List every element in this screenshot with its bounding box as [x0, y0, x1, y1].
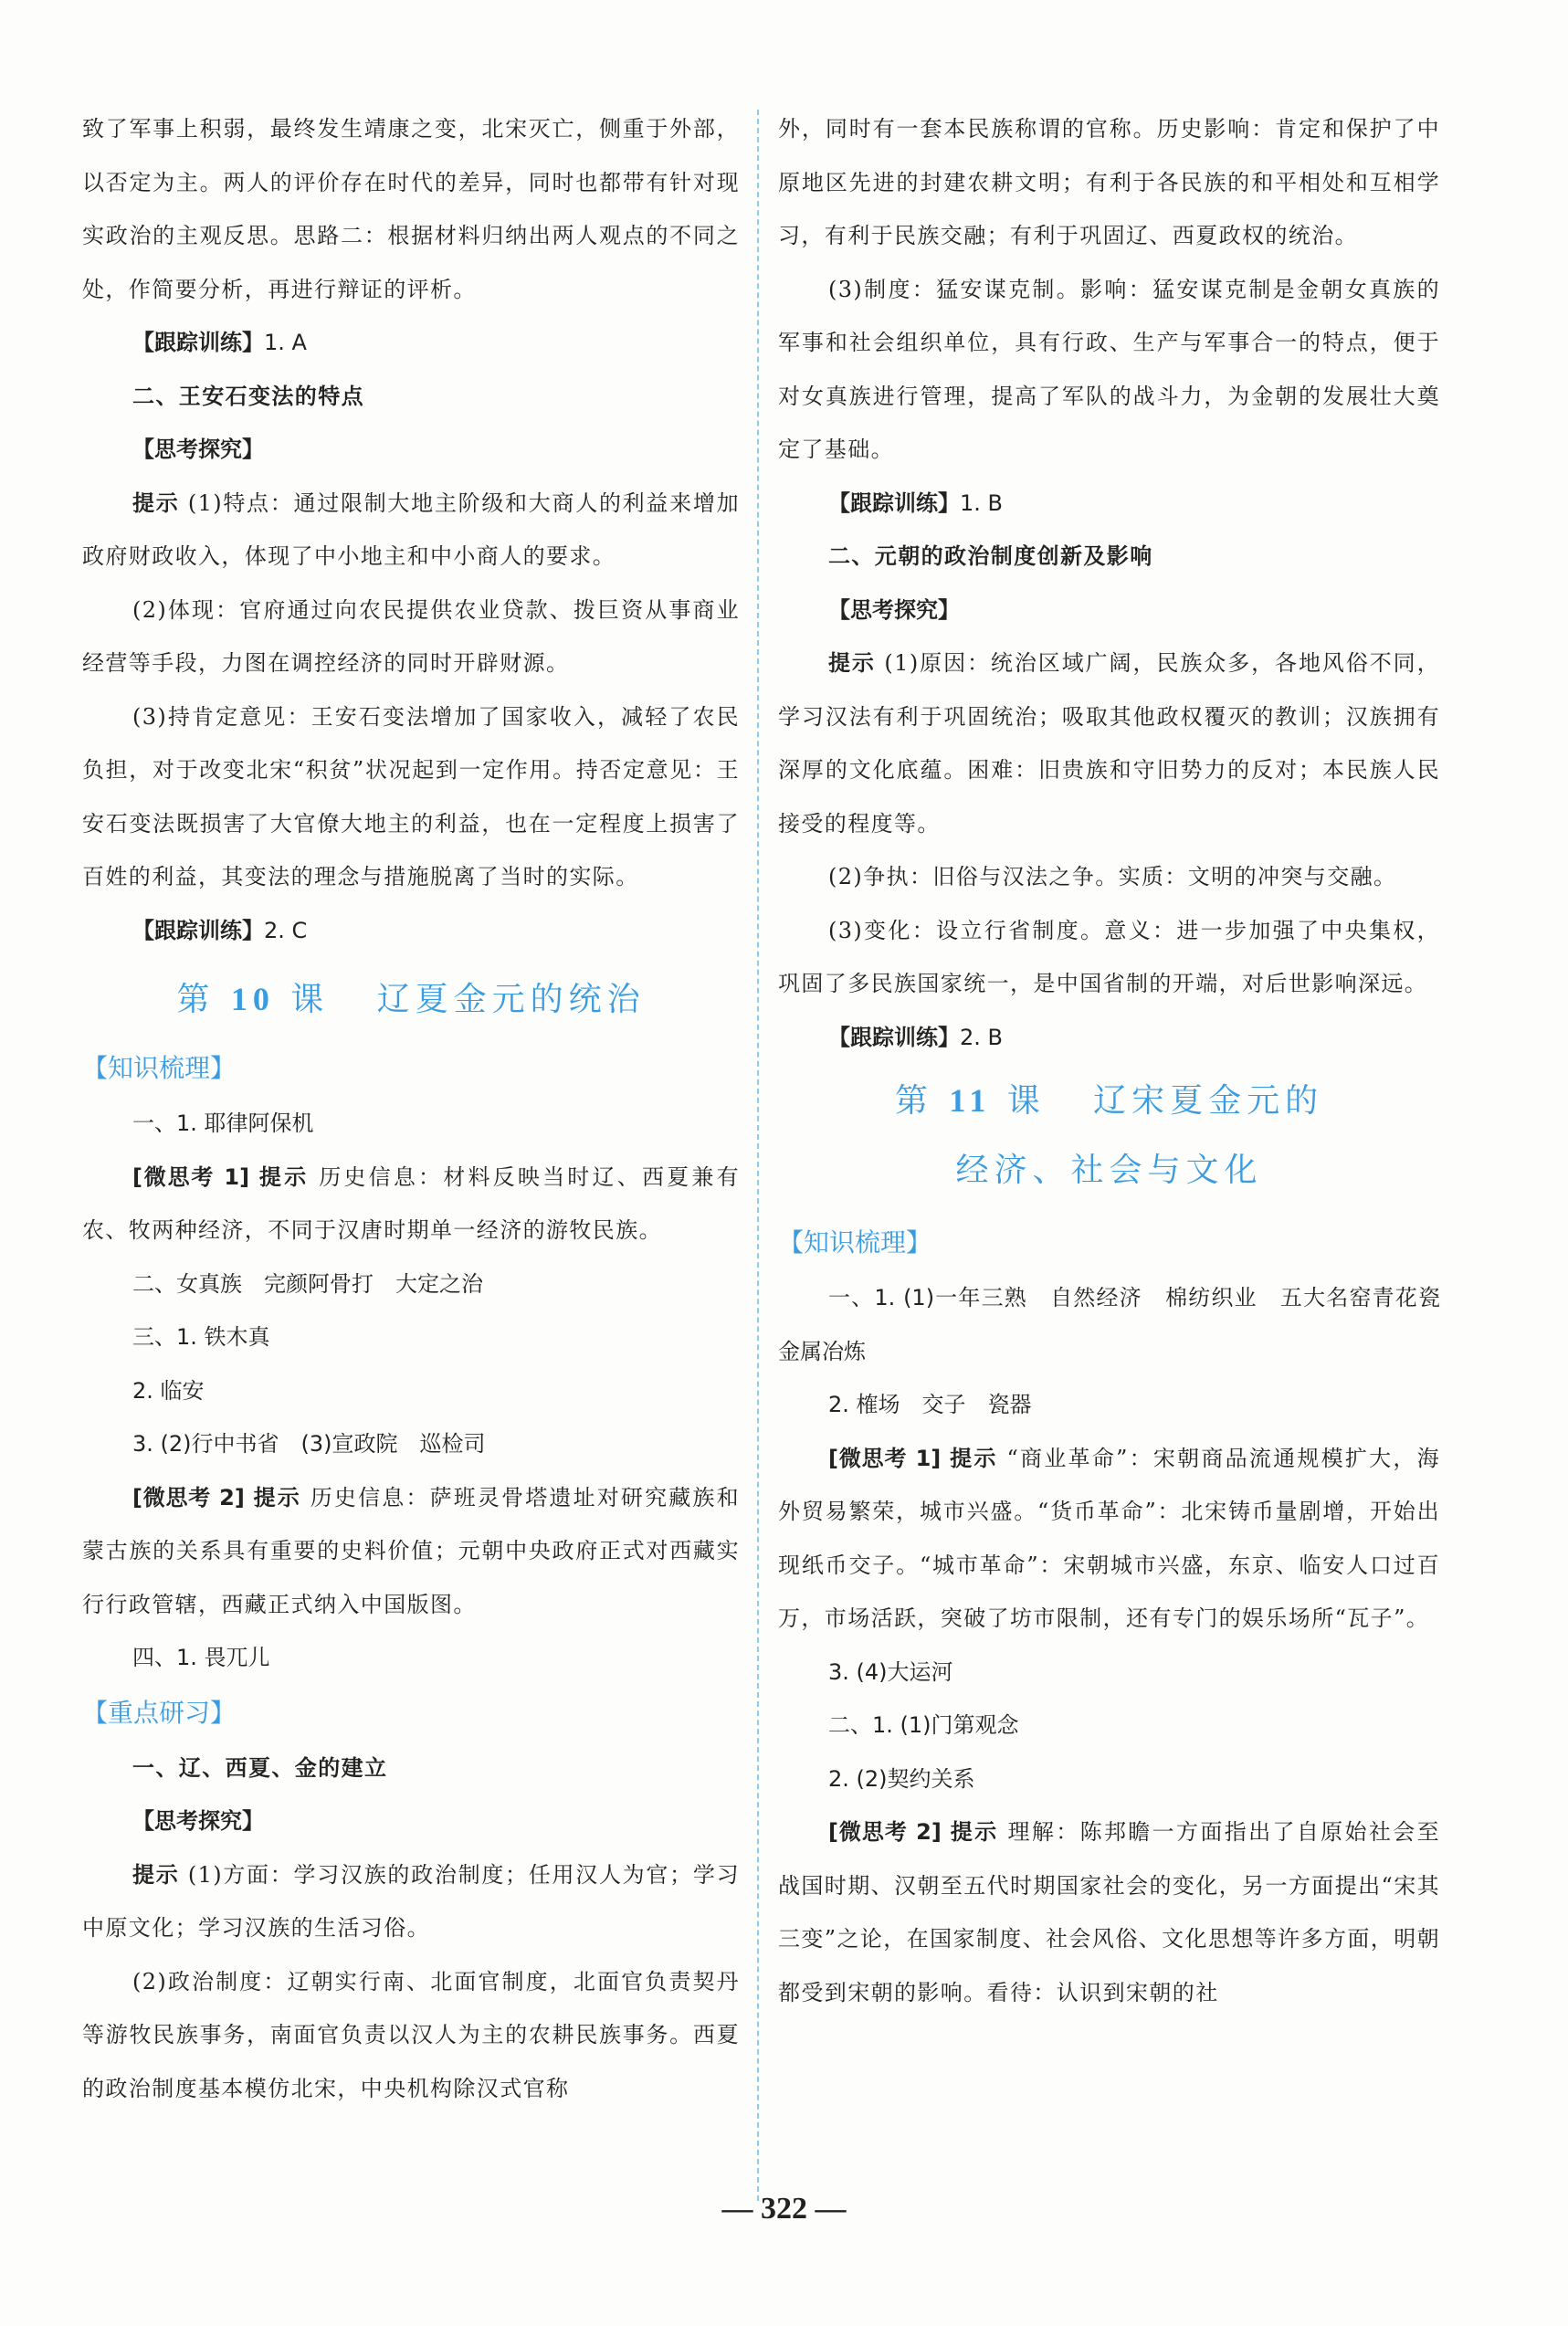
hint-paragraph: (2)争执：旧俗与汉法之争。实质：文明的冲突与交融。 — [828, 864, 1397, 889]
hint-paragraph: 提示 (1)方面：学习汉族的政治制度；任用汉人为官；学习中原文化；学习汉族的生活习俗。 — [82, 1861, 740, 1941]
lesson-title: 第 10 课 辽夏金元的统治 — [176, 981, 646, 1018]
paragraph: 致了军事上积弱，最终发生靖康之变，北宋灭亡，侧重于外部，以否定为主。两人的评价存在时代的差异，同时也都带有针对现实政治的主观反思。思路二：根据材料归纳出两人观点的不同之处，作简要分析，再进行辩证的评析。 — [82, 116, 740, 302]
answer-line: 二、1. (1)门第观念 — [828, 1712, 1019, 1738]
track-answer: 1. A — [264, 330, 307, 355]
hint-paragraph: (2)政治制度：辽朝实行南、北面官制度，北面官负责契丹等游牧民族事务，南面官负责以汉人为主的农耕民族事务。西夏的政治制度基本模仿北宋，中央机构除汉式官称 — [82, 1968, 740, 2101]
section-head-knowledge: 【知识梳理】 — [82, 1053, 237, 1083]
section-title: 二、元朝的政治制度创新及影响 — [828, 543, 1153, 569]
answer-line: 一、1. (1)一年三熟 自然经济 棉纺织业 五大名窑青花瓷 金属冶炼 — [778, 1285, 1462, 1364]
page-number: — 322 — — [721, 2192, 847, 2226]
track-label: 【跟踪训练】 — [132, 330, 264, 355]
section-head-knowledge: 【知识梳理】 — [778, 1227, 932, 1258]
hint-paragraph: 提示 (1)特点：通过限制大地主阶级和大商人的利益来增加政府财政收入，体现了中小地主和中小商人的要求。 — [82, 489, 740, 569]
answer-line: 2. (2)契约关系 — [828, 1765, 975, 1792]
answer-line: 2. 临安 — [132, 1377, 205, 1404]
column-divider — [757, 110, 759, 2201]
think-label: 【思考探究】 — [132, 437, 264, 462]
think-label: 【思考探究】 — [132, 1808, 264, 1834]
paragraph: 外，同时有一套本民族称谓的官称。历史影响：肯定和保护了中原地区先进的封建农耕文明；有利于各民族的和平相处和互相学习，有利于民族交融；有利于巩固辽、西夏政权的统治。 — [778, 116, 1440, 248]
micro-think: [微思考 2] 提示 理解：陈邦瞻一方面指出了自原始社会至战国时期、汉朝至五代时期国家社会的变化，另一方面提出“宋其三变”之论，在国家制度、社会风俗、文化思想等许多方面，明朝都受到宋朝的影响。看待：认识到宋朝的社 — [778, 1819, 1441, 2005]
hint-paragraph: (3)持肯定意见：王安石变法增加了国家收入，减轻了农民负担，对于改变北宋“积贫”状况起到一定作用。持否定意见：王安石变法既损害了大官僚大地主的利益，也在一定程度上损害了百姓的利益，其变法的理念与措施脱离了当时的实际。 — [82, 703, 740, 889]
right-column — [778, 102, 1462, 2019]
micro-think: [微思考 1] 提示 历史信息：材料反映当时辽、西夏兼有农、牧两种经济，不同于汉唐时期单一经济的游牧民族。 — [82, 1163, 740, 1243]
track-training — [82, 316, 740, 370]
hint-paragraph: (3)变化：设立行省制度。意义：进一步加强了中央集权，巩固了多民族国家统一，是中国省制的开端，对后世影响深远。 — [778, 917, 1440, 996]
section-head-focus: 【重点研习】 — [82, 1697, 237, 1728]
answer-line: 四、1. 畏兀儿 — [132, 1645, 270, 1670]
think-label: 【思考探究】 — [828, 596, 960, 623]
answer-line: 一、1. 耶律阿保机 — [132, 1110, 314, 1136]
answer-line: 2. 榷场 交子 瓷器 — [828, 1392, 1032, 1417]
lesson-title: 第 11 课 辽宋夏金元的 经济、社会与文化 — [894, 1082, 1324, 1189]
hint-paragraph: (3)制度：猛安谋克制。影响：猛安谋克制是金朝女真族的军事和社会组织单位，具有行政、生产与军事合一的特点，便于对女真族进行管理，提高了军队的战斗力，为金朝的发展壮大奠定了基础。 — [778, 276, 1440, 462]
micro-think: [微思考 2] 提示 历史信息：萨班灵骨塔遗址对研究藏族和蒙古族的关系具有重要的史料价值；元朝中央政府正式对西藏实行行政管辖，西藏正式纳入中国版图。 — [82, 1484, 740, 1617]
answer-line: 3. (2)行中书省 (3)宣政院 巡检司 — [132, 1431, 486, 1457]
hint-paragraph: 提示 (1)原因：统治区域广阔，民族众多，各地风俗不同，学习汉法有利于巩固统治；吸取其他政权覆灭的教训；汉族拥有深厚的文化底蕴。困难：旧贵族和守旧势力的反对；本民族人民接受的程度等。 — [778, 650, 1440, 837]
left-column — [82, 102, 740, 2115]
micro-think: [微思考 1] 提示 “商业革命”：宋朝商品流通规模扩大，海外贸易繁荣，城市兴盛。“货币革命”：北宋铸币量剧增，开始出现纸币交子。“城市革命”：宋朝城市兴盛，东京、临安人口过百万，市场活跃，突破了坊市限制，还有专门的娱乐场所“瓦子”。 — [778, 1445, 1441, 1631]
answer-line: 三、1. 铁木真 — [132, 1324, 270, 1350]
answer-line: 二、女真族 完颜阿骨打 大定之治 — [132, 1270, 483, 1297]
section-title: 一、辽、西夏、金的建立 — [132, 1754, 388, 1781]
track-training: 【跟踪训练】2. B — [828, 1024, 1003, 1050]
hint-paragraph: (2)体现：官府通过向农民提供农业贷款、拨巨资从事商业经营等手段，力图在调控经济的同时开辟财源。 — [82, 596, 740, 676]
track-training: 【跟踪训练】2. C — [132, 917, 308, 943]
answer-line: 3. (4)大运河 — [828, 1658, 953, 1685]
section-title: 二、王安石变法的特点 — [132, 383, 364, 409]
track-training: 【跟踪训练】1. B — [828, 489, 1003, 516]
hint-label: 提示 — [132, 489, 180, 516]
